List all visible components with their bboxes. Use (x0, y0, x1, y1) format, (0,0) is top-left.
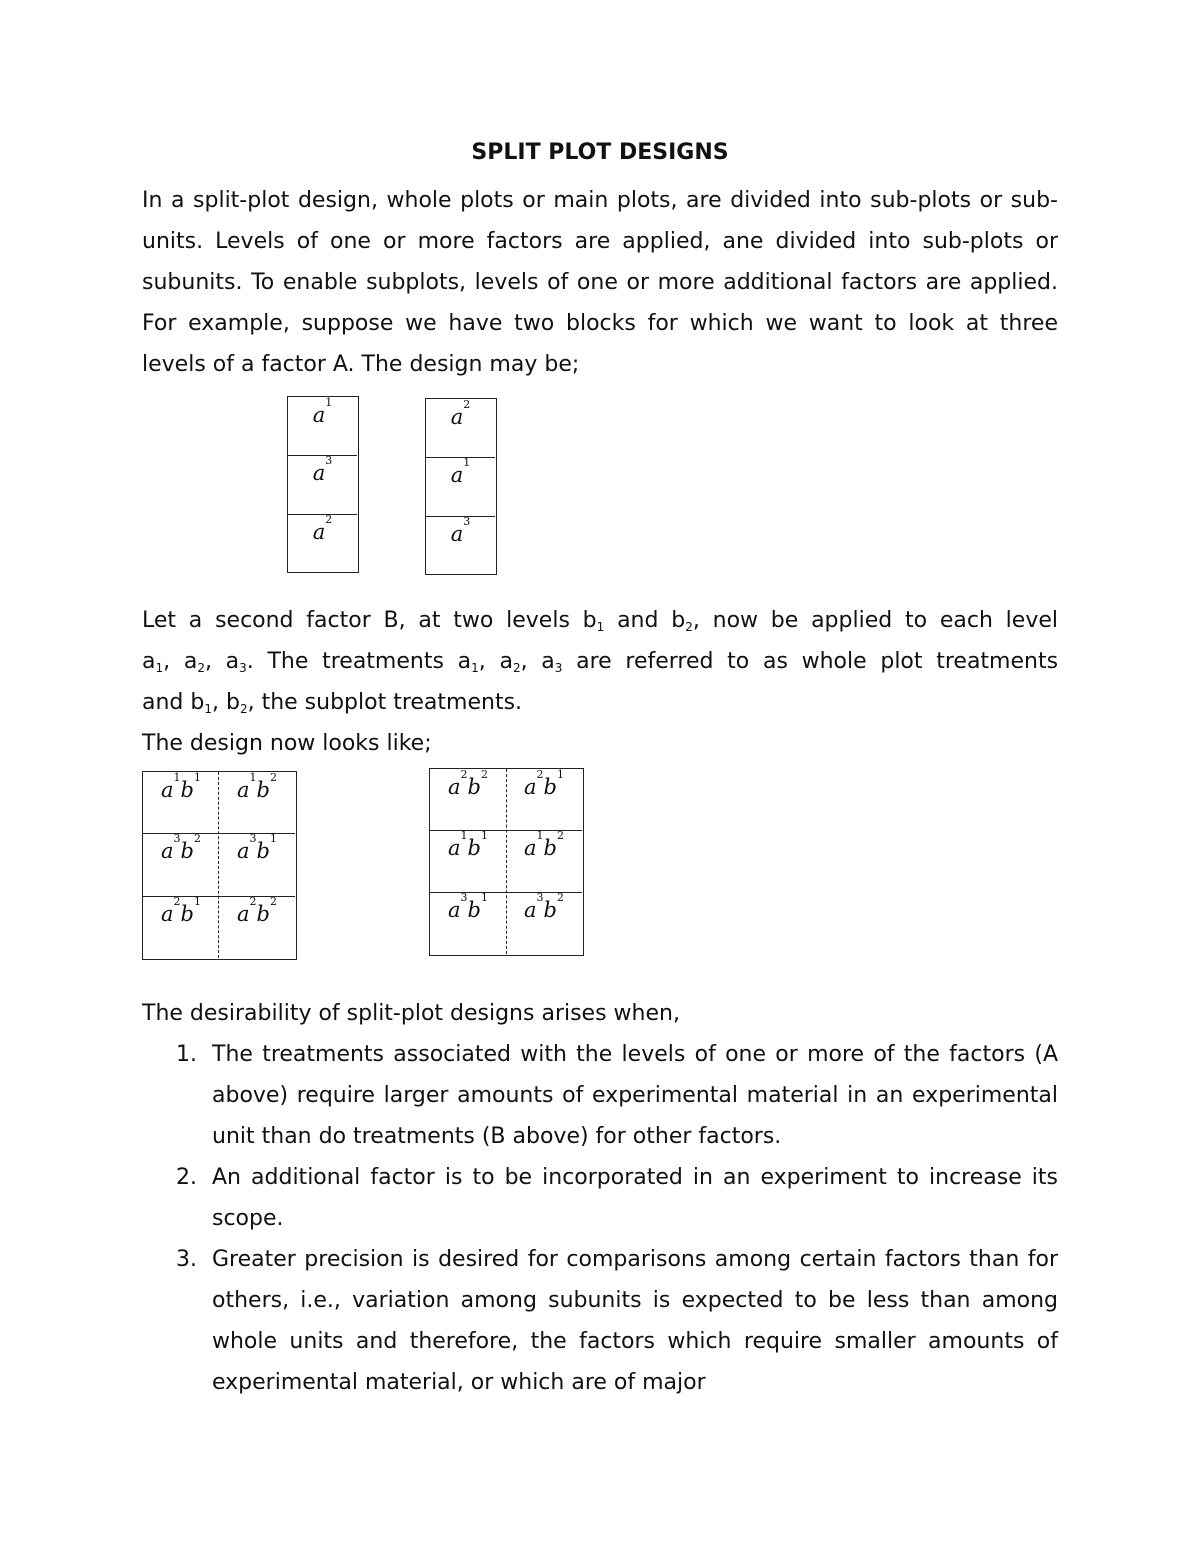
second-factor-line-2 (142, 641, 1058, 682)
intro-paragraph: In a split-plot design, whole plots or main plots, are divided into sub-plots or sub-units. Levels of one or more factors are applied, ane divided into sub-plots or subunits. To enable subplots, levels of one or more additional factors are applied. For example, suppose we have two blocks for which we want to look at three levels of a factor A. The design may be; (142, 188, 1058, 377)
subscript: 1 (204, 702, 212, 716)
list-number: 3. (176, 1247, 197, 1272)
text-run: , a (163, 649, 198, 674)
plot-cell: a 3 (312, 454, 333, 485)
text-run: a (142, 649, 156, 674)
subplot-cell: a 3 b 1 (237, 832, 277, 863)
plot-cell: a 1 (450, 456, 471, 487)
desirability-list (142, 1034, 1058, 1403)
block1-diagram-a (287, 396, 359, 573)
subplot-cell: a 1 b 2 (237, 771, 277, 802)
subplot-cell: a 3 b 2 (524, 891, 564, 922)
desirability-intro: The desirability of split-plot designs arises when, (142, 1001, 680, 1026)
list-text: Greater precision is desired for comparisons among certain factors than for others, i.e., variation among subunits is expected to be less than among whole units and therefore, the factors which require smaller amounts of experimental material, or which are of major (212, 1247, 1058, 1395)
subscript: 2 (197, 661, 205, 675)
subscript: 1 (155, 661, 164, 675)
block2-diagram-b (429, 768, 584, 956)
text-run: are referred to as whole plot treatments (562, 649, 1059, 674)
design-now-line: The design now looks like; (142, 731, 432, 756)
list-text: The treatments associated with the levels of one or more of the factors (A above) require larger amounts of experimental material in an experimental unit than do treatments (B above) for other factors. (212, 1042, 1058, 1149)
list-text: An additional factor is to be incorporated in an experiment to increase its scope. (212, 1165, 1058, 1231)
subplot-cell: a 1 b 1 (161, 771, 201, 802)
text-run: and b (142, 690, 205, 715)
subscript: 1 (471, 661, 479, 675)
subscript: 3 (554, 661, 563, 675)
text-run: Let a second factor B, at two levels b (142, 608, 597, 633)
text-run: , a (478, 649, 513, 674)
list-item (142, 1034, 1058, 1157)
subplot-cell: a 2 b 1 (161, 895, 201, 926)
subplot-cell: a 1 b 1 (448, 829, 488, 860)
text-run: and b (604, 608, 686, 633)
plot-cell: a 1 (312, 396, 333, 427)
text-run: , the subplot treatments. (247, 690, 523, 715)
plot-cell: a 2 (450, 398, 471, 429)
block1-diagram-b (425, 398, 497, 575)
subscript: 2 (239, 702, 248, 716)
subscript: 2 (512, 661, 521, 675)
list-item (142, 1157, 1058, 1239)
subscript: 3 (239, 661, 247, 675)
subscript: 2 (685, 620, 693, 634)
text-run: , a (520, 649, 555, 674)
subplot-cell: a 2 b 1 (524, 768, 564, 799)
list-number: 2. (176, 1165, 197, 1190)
list-number: 1. (176, 1042, 197, 1067)
text-run: . The treatments a (246, 649, 472, 674)
subplot-cell: a 2 b 2 (237, 895, 277, 926)
subplot-cell: a 3 b 2 (161, 832, 201, 863)
second-factor-line-1 (142, 600, 1058, 641)
list-item (142, 1239, 1058, 1403)
document-title: SPLIT PLOT DESIGNS (471, 140, 729, 165)
plot-cell: a 2 (312, 513, 333, 544)
text-run: , b (212, 690, 240, 715)
text-run: , a (204, 649, 240, 674)
subplot-cell: a 2 b 2 (448, 768, 488, 799)
text-run: , now be applied to each level (692, 608, 1058, 633)
second-factor-line-3 (142, 682, 522, 723)
subplot-cell: a 3 b 1 (448, 891, 488, 922)
subplot-cell: a 1 b 2 (524, 829, 564, 860)
subscript: 1 (596, 620, 605, 634)
plot-cell: a 3 (450, 515, 471, 546)
block2-diagram-a (142, 771, 297, 960)
